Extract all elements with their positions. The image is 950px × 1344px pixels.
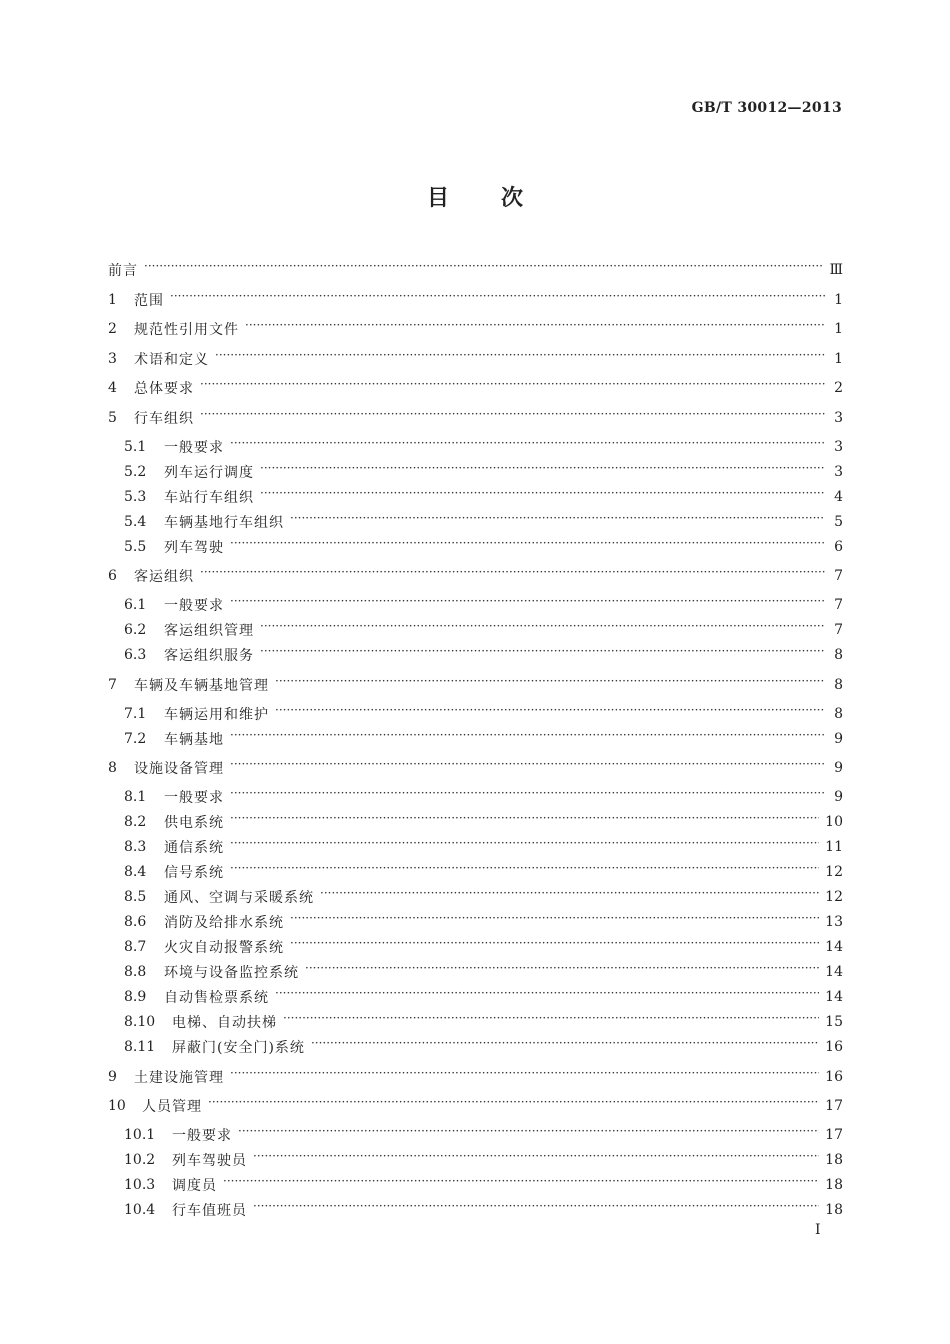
toc-entry[interactable] (124, 1036, 843, 1058)
toc-entry-label: 车辆运用和维护 (164, 706, 269, 723)
toc-entry[interactable] (124, 1124, 843, 1146)
toc-entry-number: 6.1 (124, 597, 147, 613)
toc-leader-dots (260, 648, 825, 662)
toc-leader-dots (230, 1070, 819, 1084)
toc-leader-dots (311, 1040, 819, 1054)
toc-entry-page: 17 (825, 1098, 843, 1114)
toc-entry[interactable] (124, 486, 843, 508)
toc-entry-label: 车站行车组织 (164, 489, 254, 506)
toc-entry-number: 8.3 (124, 839, 147, 855)
toc-entry-page: 11 (825, 839, 843, 855)
toc-entry-label: 列车运行调度 (164, 464, 254, 481)
toc-leader-dots (200, 411, 825, 425)
toc-entry-label: 环境与设备监控系统 (164, 965, 299, 981)
toc-entry-page: 4 (834, 488, 843, 505)
toc-entry[interactable] (124, 886, 843, 908)
toc-entry-label: 设施设备管理 (134, 761, 224, 777)
toc-entry-label: 自动售检票系统 (164, 990, 269, 1006)
toc-entry-page: 8 (834, 676, 843, 693)
toc-entry-page: 14 (825, 964, 843, 980)
toc-leader-dots (223, 1178, 819, 1192)
toc-leader-dots (245, 322, 825, 336)
toc-leader-dots (200, 381, 825, 395)
toc-leader-dots (230, 598, 825, 612)
toc-entry-label: 火灾自动报警系统 (164, 940, 284, 956)
toc-entry-page: 1 (834, 291, 843, 308)
toc-entry-label: 术语和定义 (134, 351, 209, 368)
toc-entry-label: 电梯、自动扶梯 (172, 1015, 277, 1031)
toc-leader-dots (275, 678, 825, 692)
toc-leader-dots (253, 1203, 819, 1217)
title-char-2: 次 (501, 186, 524, 211)
toc-entry-page: 18 (825, 1152, 843, 1168)
toc-entry-page: 3 (834, 438, 843, 455)
toc-entry-number: 10.3 (124, 1177, 156, 1193)
toc-entry-number: 8 (108, 760, 117, 776)
toc-entry[interactable] (124, 1149, 843, 1171)
toc-entry-number: 8.6 (124, 914, 147, 930)
toc-entry-label: 车辆基地 (164, 731, 224, 748)
toc-entry-page: 9 (834, 760, 843, 776)
title-char-1: 目 (426, 186, 449, 211)
toc-entry[interactable] (124, 986, 843, 1008)
toc-entry-label: 一般要求 (164, 790, 224, 806)
toc-entry-label: 范围 (134, 292, 164, 309)
toc-entry-page: Ⅲ (829, 262, 843, 278)
toc-entry-page: 2 (834, 380, 843, 396)
toc-entry-page: 10 (825, 814, 843, 830)
toc-entry-number: 8.1 (124, 789, 147, 805)
toc-entry-number: 8.8 (124, 964, 147, 980)
toc-entry-number: 8.10 (124, 1014, 156, 1030)
toc-entry-number: 5.1 (124, 438, 147, 455)
toc-entry[interactable] (124, 1199, 843, 1221)
toc-leader-dots (230, 840, 819, 854)
toc-entry-label: 供电系统 (164, 815, 224, 831)
toc-leader-dots (253, 1153, 819, 1167)
toc-entry-number: 8.11 (124, 1039, 156, 1055)
toc-leader-dots (230, 440, 825, 454)
toc-leader-dots (230, 790, 825, 804)
toc-entry-number: 1 (108, 291, 117, 308)
toc-entry[interactable] (108, 1095, 843, 1117)
toc-entry-label: 人员管理 (142, 1099, 202, 1115)
toc-entry-number: 7 (108, 676, 117, 693)
toc-leader-dots (230, 540, 825, 554)
toc-entry-label: 客运组织 (134, 569, 194, 585)
toc-entry-number: 6.3 (124, 647, 147, 663)
toc-entry-label: 前言 (108, 263, 138, 279)
toc-entry-page: 9 (834, 730, 843, 747)
toc-leader-dots (290, 940, 819, 954)
toc-leader-dots (260, 623, 825, 637)
toc-entry-page: 9 (834, 789, 843, 805)
toc-leader-dots (320, 890, 819, 904)
toc-entry-number: 3 (108, 350, 117, 367)
toc-entry-page: 7 (834, 568, 843, 584)
toc-leader-dots (230, 761, 825, 775)
toc-entry[interactable] (124, 536, 843, 558)
toc-entry[interactable] (124, 728, 843, 750)
toc-entry[interactable] (124, 1011, 843, 1033)
toc-entry[interactable] (124, 619, 843, 641)
toc-entry-label: 行车组织 (134, 410, 194, 427)
toc-entry[interactable] (108, 377, 843, 399)
toc-entry[interactable] (124, 594, 843, 616)
toc-entry-number: 10 (108, 1098, 126, 1114)
page-title (0, 181, 950, 212)
toc-entry-page: 14 (825, 989, 843, 1005)
toc-entry-number: 8.5 (124, 889, 147, 905)
toc-entry-page: 3 (834, 463, 843, 480)
toc-entry[interactable] (108, 289, 843, 311)
toc-entry-number: 7.2 (124, 730, 147, 747)
toc-entry-number: 8.7 (124, 939, 147, 955)
toc-entry-number: 8.4 (124, 864, 147, 880)
toc-entry[interactable] (124, 1174, 843, 1196)
toc-entry-label: 屏蔽门(安全门)系统 (172, 1040, 305, 1056)
toc-entry-label: 一般要求 (164, 439, 224, 456)
toc-entry-number: 6.2 (124, 622, 147, 638)
toc-entry-label: 总体要求 (134, 381, 194, 397)
toc-entry-number: 5.5 (124, 538, 147, 555)
toc-entry-page: 1 (834, 321, 843, 337)
toc-leader-dots (283, 1015, 819, 1029)
toc-entry-label: 调度员 (172, 1178, 217, 1194)
toc-leader-dots (290, 515, 825, 529)
toc-leader-dots (260, 490, 825, 504)
toc-entry-page: 8 (834, 647, 843, 663)
toc-entry-page: 13 (825, 914, 843, 930)
toc-entry[interactable] (108, 318, 843, 340)
toc-entry-page: 8 (834, 705, 843, 722)
toc-entry-number: 2 (108, 321, 117, 337)
toc-entry-page: 3 (834, 409, 843, 426)
toc-entry[interactable] (124, 511, 843, 533)
toc-entry[interactable] (124, 911, 843, 933)
toc-entry-page: 16 (825, 1068, 843, 1085)
toc-leader-dots (170, 293, 825, 307)
toc-leader-dots (208, 1099, 819, 1113)
toc-entry-label: 土建设施管理 (134, 1069, 224, 1086)
toc-entry-number: 8.9 (124, 989, 147, 1005)
toc-entry-number: 6 (108, 568, 117, 584)
toc-entry-number: 5.4 (124, 513, 147, 530)
toc-entry[interactable] (108, 1066, 843, 1088)
toc-entry-label: 消防及给排水系统 (164, 915, 284, 931)
toc-entry-number: 10.4 (124, 1202, 156, 1218)
toc-entry-label: 车辆及车辆基地管理 (134, 677, 269, 694)
toc-entry[interactable] (108, 348, 843, 370)
toc-entry[interactable] (108, 757, 843, 779)
toc-entry-label: 行车值班员 (172, 1203, 247, 1219)
toc-leader-dots (290, 915, 819, 929)
toc-entry[interactable] (108, 565, 843, 587)
toc-entry-label: 列车驾驶员 (172, 1153, 247, 1169)
toc-entry-label: 客运组织服务 (164, 648, 254, 664)
toc-entry-label: 一般要求 (172, 1128, 232, 1144)
toc-entry-page: 1 (834, 350, 843, 367)
toc-entry-number: 10.1 (124, 1127, 156, 1143)
toc-entry-number: 8.2 (124, 814, 147, 830)
toc-entry[interactable] (124, 961, 843, 983)
toc-entry-page: 7 (834, 622, 843, 638)
toc-entry[interactable] (108, 674, 843, 696)
toc-entry-page: 18 (825, 1177, 843, 1193)
toc-entry[interactable] (124, 461, 843, 483)
toc-entry-label: 信号系统 (164, 865, 224, 881)
toc-entry[interactable] (124, 836, 843, 858)
toc-leader-dots (230, 865, 819, 879)
toc-leader-dots (215, 352, 825, 366)
toc-entry-page: 17 (825, 1127, 843, 1143)
toc-entry-number: 4 (108, 380, 117, 396)
toc-leader-dots (275, 990, 819, 1004)
toc-entry-page: 14 (825, 939, 843, 955)
toc-leader-dots (238, 1128, 819, 1142)
toc-entry[interactable] (124, 861, 843, 883)
toc-entry-label: 一般要求 (164, 598, 224, 614)
toc-entry-label: 车辆基地行车组织 (164, 514, 284, 531)
toc-entry-label: 通信系统 (164, 840, 224, 856)
footer-page-number: I (815, 1222, 821, 1238)
toc-entry-label: 列车驾驶 (164, 539, 224, 556)
toc-entry-label: 规范性引用文件 (134, 322, 239, 338)
toc-entry-number: 9 (108, 1068, 117, 1085)
toc-entry-number: 5 (108, 409, 117, 426)
toc-entry[interactable] (124, 786, 843, 808)
toc-entry-number: 5.3 (124, 488, 147, 505)
standard-code: GB/T 30012—2013 (691, 100, 842, 116)
toc-entry-number: 10.2 (124, 1152, 156, 1168)
toc-entry-number: 5.2 (124, 463, 147, 480)
toc-entry-page: 12 (825, 864, 843, 880)
toc-entry-label: 客运组织管理 (164, 623, 254, 639)
toc-entry-page: 7 (834, 597, 843, 613)
toc-entry[interactable] (124, 644, 843, 666)
toc-entry-page: 15 (825, 1014, 843, 1030)
toc-entry[interactable] (108, 259, 843, 281)
toc-leader-dots (305, 965, 819, 979)
toc-entry[interactable] (124, 703, 843, 725)
toc-entry-page: 5 (834, 513, 843, 530)
toc-leader-dots (230, 815, 819, 829)
toc-entry[interactable] (124, 811, 843, 833)
toc-entry-page: 12 (825, 889, 843, 905)
toc-entry-page: 18 (825, 1202, 843, 1218)
toc-entry[interactable] (124, 436, 843, 458)
toc-leader-dots (260, 465, 825, 479)
toc-leader-dots (200, 569, 825, 583)
toc-entry[interactable] (108, 407, 843, 429)
toc-entry-number: 7.1 (124, 705, 147, 722)
toc-entry[interactable] (124, 936, 843, 958)
toc-leader-dots (144, 263, 823, 277)
toc-entry-page: 6 (834, 538, 843, 555)
toc-leader-dots (275, 707, 825, 721)
toc-entry-label: 通风、空调与采暖系统 (164, 890, 314, 906)
toc-leader-dots (230, 732, 825, 746)
toc-entry-page: 16 (825, 1039, 843, 1055)
